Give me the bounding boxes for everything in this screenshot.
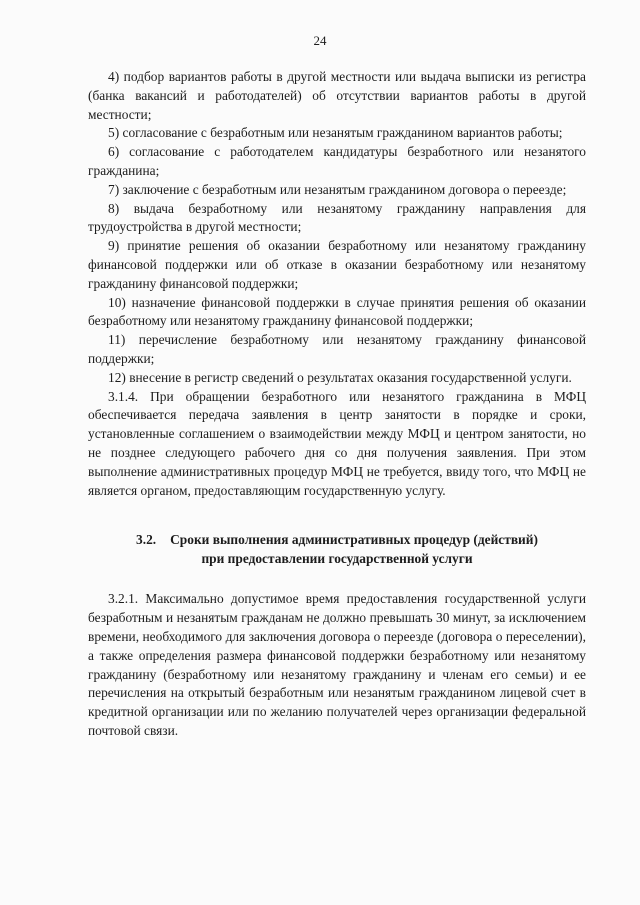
paragraph-3-2-1: 3.2.1. Максимально допустимое время предоставления государственной услуги безработным и незанятым гражданам не должно превышать 30 минут, за исключением времени, необходимого для заключения договора о переезде (договора о переселении), а также определения размера финансовой поддержки безработному или незанятому гражданину (безработному или незанятому гражданину и членам его семьи) и ее перечисления на открытый безработным или незанятым гражданином лицевой счет в кредитной организации или по желанию получателей через организации федеральной почтовой связи. (88, 591, 586, 738)
list-item-4: 4) подбор вариантов работы в другой местности или выдача выписки из регистра (банка вакансий и работодателей) об отсутствии вариантов работы в другой местности; (88, 69, 586, 122)
list-item-5: 5) согласование с безработным или незанятым гражданином вариантов работы; (108, 125, 563, 141)
list-item-7: 7) заключение с безработным или незанятым гражданином договора о переезде; (108, 181, 567, 197)
list-item-10: 10) назначение финансовой поддержки в случае принятия решения об оказании безработному или незанятому гражданину финансовой поддержки; (88, 294, 586, 329)
section-heading (88, 530, 586, 568)
page-number: 24 (313, 33, 327, 48)
list-item-8: 8) выдача безработному или незанятому гражданину направления для трудоустройства в другой местности; (88, 200, 586, 235)
list-item-9: 9) принятие решения об оказании безработному или незанятому гражданину финансовой поддержки или об отказе в оказании безработному или незанятому гражданину финансовой поддержки; (88, 238, 586, 291)
list-item-11: 11) перечисление безработному или незанятому гражданину финансовой поддержки; (88, 332, 586, 366)
list-item-12: 12) внесение в регистр сведений о результатах оказания государственной услуги. (108, 369, 572, 385)
section-number: 3.2. (136, 532, 157, 548)
paragraph-3-1-4: 3.1.4. При обращении безработного или незанятого гражданина в МФЦ обеспечивается передача заявления в центр занятости в порядке и сроки, установленные соглашением о взаимодействии между МФЦ и центром занятости, но не позднее следующего рабочего дня со дня получения заявления. При этом выполнение административных процедур МФЦ не требуется, ввиду того, что МФЦ не является органом, предоставляющим государственную услугу. (88, 388, 586, 498)
document-body (88, 68, 586, 741)
section-title-line1: Сроки выполнения административных процедур (действий) (170, 532, 538, 548)
section-title-line2: при предоставлении государственной услуги (201, 551, 473, 567)
list-item-6: 6) согласование с работодателем кандидатуры безработного или незанятого гражданина; (88, 144, 586, 178)
